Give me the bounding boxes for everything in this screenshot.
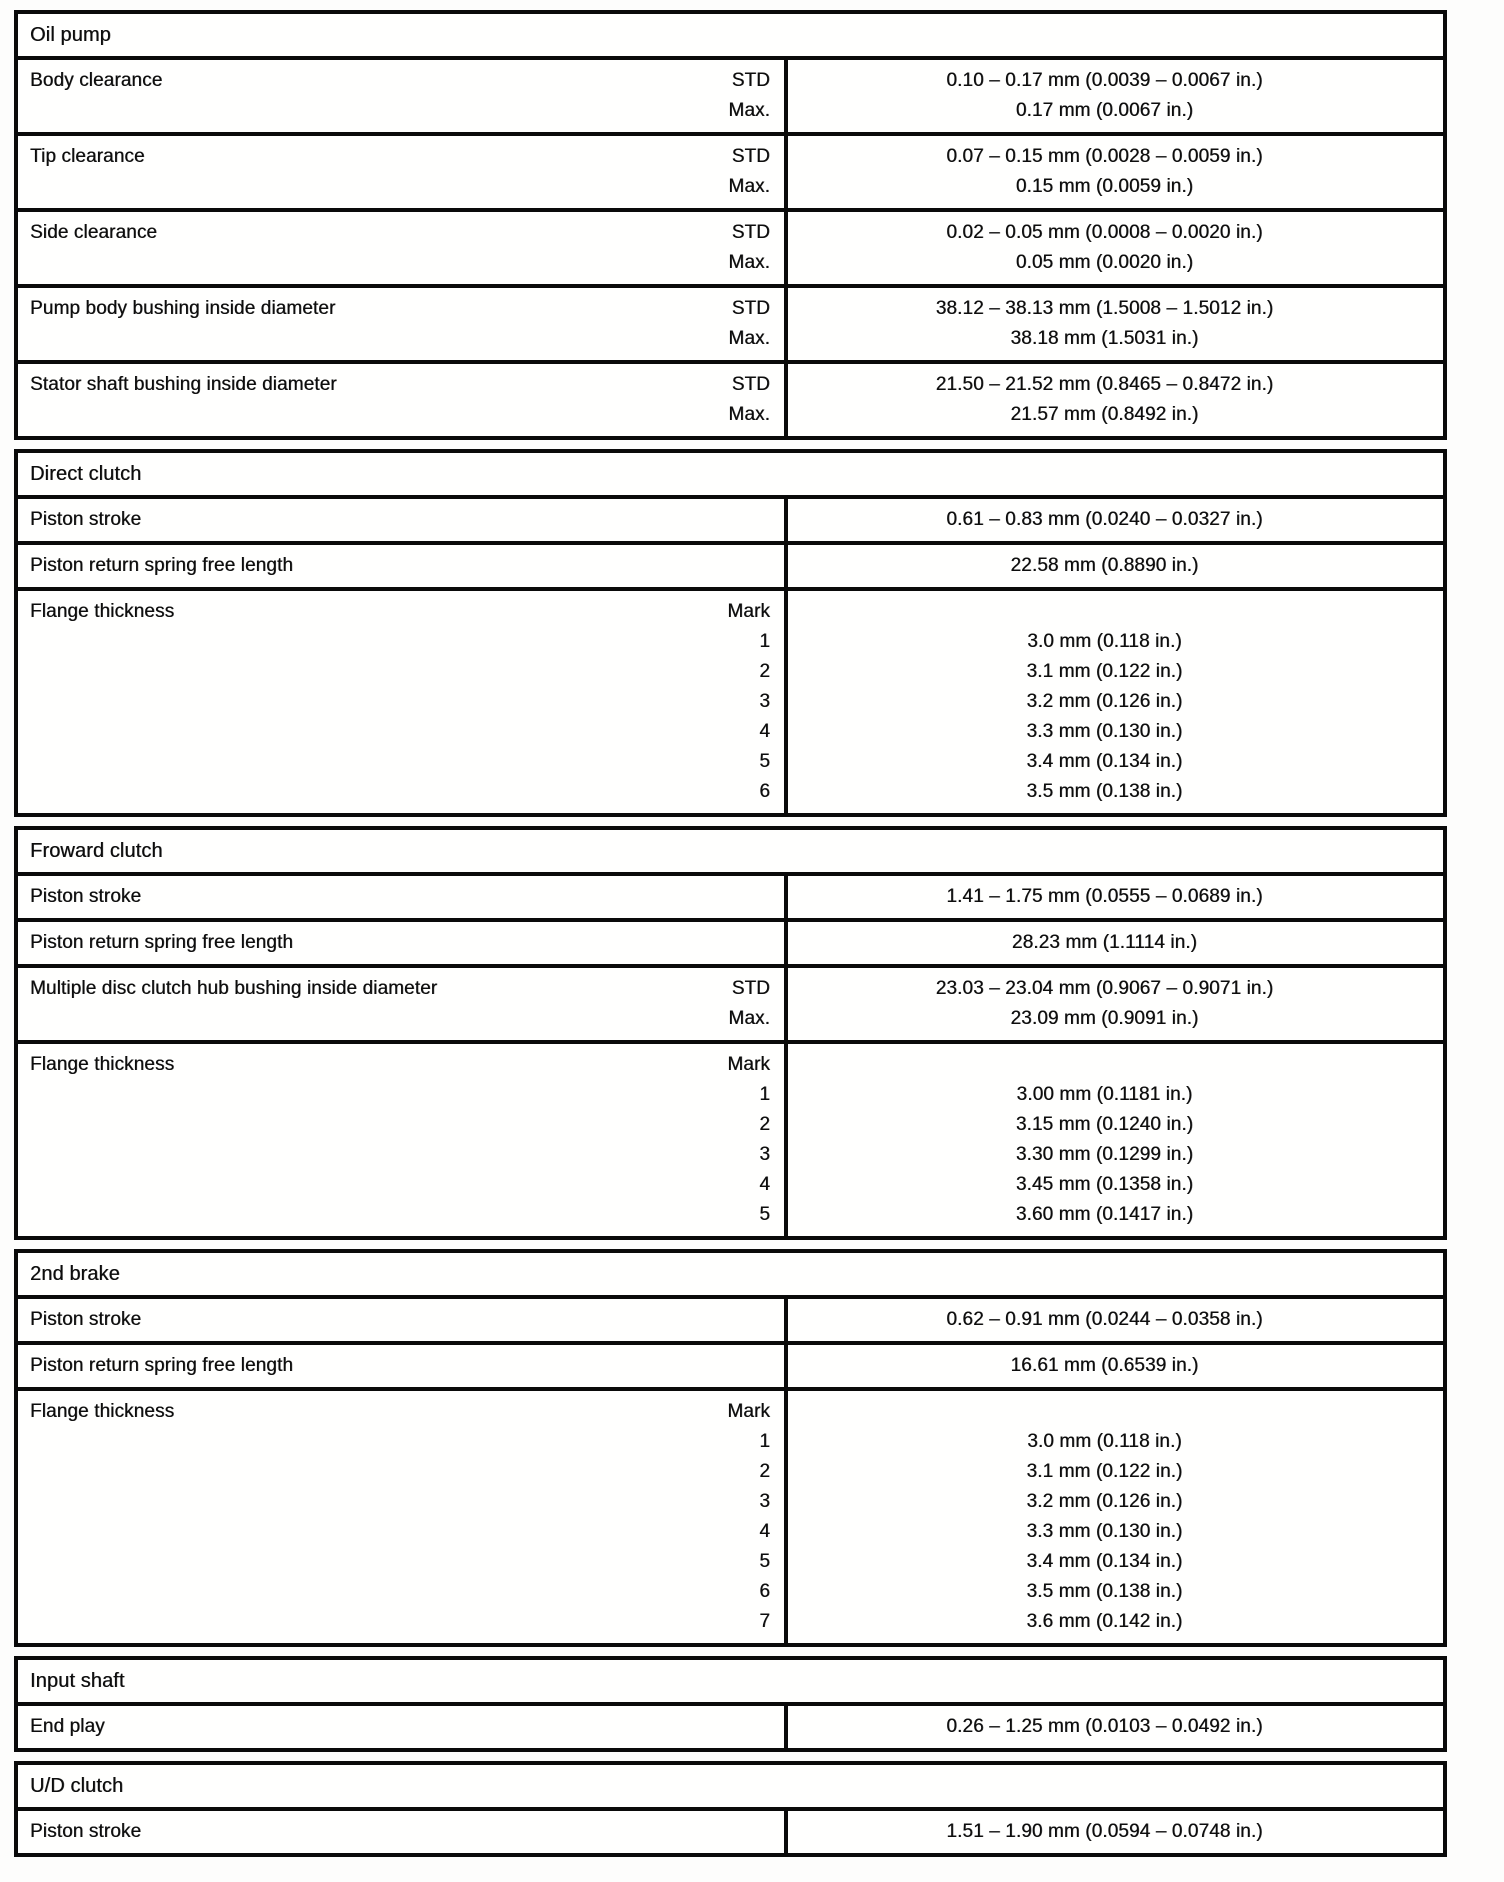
- mark-value: 3.4 mm (0.134 in.): [1026, 751, 1183, 772]
- spec-value-cell: [784, 1044, 1443, 1236]
- mark-value: 3.5 mm (0.138 in.): [1026, 781, 1183, 802]
- table-row: [18, 208, 1443, 284]
- condition-tags: [728, 294, 770, 354]
- mark-value: 3.1 mm (0.122 in.): [1026, 661, 1183, 682]
- mark-value: 3.4 mm (0.134 in.): [1026, 1551, 1183, 1572]
- table-row: [18, 360, 1443, 436]
- mark-value: 3.2 mm (0.126 in.): [1026, 1491, 1183, 1512]
- spec-label: Pump body bushing inside diameter: [30, 298, 336, 319]
- mark-number: 4: [759, 1174, 770, 1195]
- spec-label: End play: [30, 1716, 105, 1737]
- section-title: Oil pump: [30, 23, 111, 46]
- mark-list: [727, 597, 770, 807]
- max-tag: Max.: [728, 404, 770, 425]
- spec-value-std: 0.07 – 0.15 mm (0.0028 – 0.0059 in.): [946, 146, 1263, 167]
- section-body: [18, 1295, 1443, 1643]
- spec-value-cell: [784, 591, 1443, 813]
- spec-value: 1.51 – 1.90 mm (0.0594 – 0.0748 in.): [946, 1821, 1263, 1842]
- spec-label: Side clearance: [30, 222, 158, 243]
- section-body: [18, 1807, 1443, 1853]
- spec-value-cell: [784, 212, 1443, 284]
- spec-value-cell: [784, 545, 1443, 587]
- table-row: [18, 1341, 1443, 1387]
- value-spacer: [796, 1050, 1413, 1080]
- spec-label: Piston stroke: [30, 886, 142, 907]
- section-title: U/D clutch: [30, 1774, 124, 1797]
- spec-label: Flange thickness: [30, 1401, 175, 1422]
- section-ud-clutch: [14, 1761, 1447, 1857]
- mark-value: 3.45 mm (0.1358 in.): [1015, 1174, 1194, 1195]
- table-row-flange-thickness: [18, 1387, 1443, 1643]
- table-row-flange-thickness: [18, 587, 1443, 813]
- mark-number: 4: [759, 1521, 770, 1542]
- spec-value-cell: [784, 136, 1443, 208]
- mark-value: 3.0 mm (0.118 in.): [1027, 631, 1182, 652]
- table-row: [18, 876, 1443, 918]
- spec-label: Piston return spring free length: [30, 932, 294, 953]
- spec-value-cell: [784, 922, 1443, 964]
- section-title: Froward clutch: [30, 839, 163, 862]
- std-tag: STD: [731, 978, 770, 999]
- max-tag: Max.: [728, 176, 770, 197]
- mark-value: 3.60 mm (0.1417 in.): [1015, 1204, 1194, 1225]
- spec-value-cell: [784, 364, 1443, 436]
- mark-header: Mark: [727, 1054, 770, 1075]
- spec-value: 1.41 – 1.75 mm (0.0555 – 0.0689 in.): [946, 886, 1263, 907]
- section-title: 2nd brake: [30, 1262, 120, 1285]
- spec-label: Tip clearance: [30, 146, 145, 167]
- mark-value: 3.30 mm (0.1299 in.): [1015, 1144, 1194, 1165]
- condition-tags: [728, 66, 770, 126]
- spec-value: 16.61 mm (0.6539 in.): [1010, 1355, 1199, 1376]
- spec-label-cell: [18, 545, 784, 587]
- std-tag: STD: [731, 222, 770, 243]
- mark-number: 7: [759, 1611, 770, 1632]
- spec-value-cell: [784, 1391, 1443, 1643]
- mark-value: 3.3 mm (0.130 in.): [1026, 1521, 1183, 1542]
- mark-number: 1: [759, 1084, 770, 1105]
- spec-value-max: 23.09 mm (0.9091 in.): [1010, 1008, 1199, 1029]
- spec-label-cell: [18, 136, 784, 208]
- table-row: [18, 132, 1443, 208]
- spec-value-cell: [784, 288, 1443, 360]
- table-row: [18, 499, 1443, 541]
- table-row: [18, 284, 1443, 360]
- condition-tags: [728, 218, 770, 278]
- section-oil-pump: [14, 10, 1447, 440]
- mark-number: 6: [759, 781, 770, 802]
- section-direct-clutch: [14, 449, 1447, 817]
- std-tag: STD: [731, 70, 770, 91]
- max-tag: Max.: [728, 328, 770, 349]
- table-row: [18, 1811, 1443, 1853]
- spec-label-cell: [18, 60, 784, 132]
- spec-label: Multiple disc clutch hub bushing inside diameter: [30, 978, 438, 999]
- spec-label: Piston stroke: [30, 1821, 142, 1842]
- condition-tags: [728, 974, 770, 1034]
- max-tag: Max.: [728, 252, 770, 273]
- spec-label-cell: [18, 922, 784, 964]
- table-row: [18, 1706, 1443, 1748]
- spec-label-cell: [18, 1811, 784, 1853]
- spec-label-cell: [18, 499, 784, 541]
- mark-number: 4: [759, 721, 770, 742]
- spec-value-cell: [784, 1299, 1443, 1341]
- mark-number: 5: [759, 1204, 770, 1225]
- mark-number: 5: [759, 751, 770, 772]
- mark-number: 1: [759, 631, 770, 652]
- section-title: Input shaft: [30, 1669, 125, 1692]
- spec-value-max: 38.18 mm (1.5031 in.): [1010, 328, 1199, 349]
- table-row: [18, 964, 1443, 1040]
- spec-label-cell: [18, 1391, 784, 1643]
- spec-value-max: 0.05 mm (0.0020 in.): [1015, 252, 1194, 273]
- mark-number: 2: [759, 1114, 770, 1135]
- spec-value: 0.61 – 0.83 mm (0.0240 – 0.0327 in.): [946, 509, 1263, 530]
- spec-label: Body clearance: [30, 70, 163, 91]
- section-body: [18, 872, 1443, 1236]
- max-tag: Max.: [728, 100, 770, 121]
- mark-number: 3: [759, 691, 770, 712]
- spec-value-std: 38.12 – 38.13 mm (1.5008 – 1.5012 in.): [935, 298, 1274, 319]
- spec-label: Stator shaft bushing inside diameter: [30, 374, 337, 395]
- section-body: [18, 1702, 1443, 1748]
- std-tag: STD: [731, 146, 770, 167]
- spec-value-cell: [784, 1811, 1443, 1853]
- section-2nd-brake: [14, 1249, 1447, 1647]
- spec-label: Piston stroke: [30, 1309, 142, 1330]
- spec-label-cell: [18, 1345, 784, 1387]
- spec-label-cell: [18, 876, 784, 918]
- mark-value: 3.1 mm (0.122 in.): [1026, 1461, 1183, 1482]
- spec-label-cell: [18, 591, 784, 813]
- spec-value-cell: [784, 499, 1443, 541]
- table-row: [18, 541, 1443, 587]
- spec-value-cell: [784, 968, 1443, 1040]
- spec-value: 22.58 mm (0.8890 in.): [1010, 555, 1199, 576]
- mark-number: 3: [759, 1144, 770, 1165]
- mark-value: 3.3 mm (0.130 in.): [1026, 721, 1183, 742]
- spec-value-cell: [784, 876, 1443, 918]
- spec-label: Flange thickness: [30, 1054, 175, 1075]
- max-tag: Max.: [728, 1008, 770, 1029]
- spec-value: 0.26 – 1.25 mm (0.0103 – 0.0492 in.): [946, 1716, 1263, 1737]
- mark-number: 5: [759, 1551, 770, 1572]
- mark-value: 3.0 mm (0.118 in.): [1027, 1431, 1182, 1452]
- spec-value-cell: [784, 60, 1443, 132]
- table-row: [18, 918, 1443, 964]
- spec-label-cell: [18, 288, 784, 360]
- spec-value: 0.62 – 0.91 mm (0.0244 – 0.0358 in.): [946, 1309, 1263, 1330]
- mark-list: [727, 1050, 770, 1230]
- mark-header: Mark: [727, 1401, 770, 1422]
- condition-tags: [728, 370, 770, 430]
- spec-label-cell: [18, 968, 784, 1040]
- spec-label: Piston stroke: [30, 509, 142, 530]
- spec-value-std: 21.50 – 21.52 mm (0.8465 – 0.8472 in.): [935, 374, 1274, 395]
- spec-value-cell: [784, 1706, 1443, 1748]
- value-spacer: [796, 1397, 1413, 1427]
- table-row: [18, 1299, 1443, 1341]
- condition-tags: [728, 142, 770, 202]
- spec-label-cell: [18, 212, 784, 284]
- spec-label: Piston return spring free length: [30, 1355, 294, 1376]
- mark-number: 3: [759, 1491, 770, 1512]
- section-title: Direct clutch: [30, 462, 142, 485]
- mark-list: [727, 1397, 770, 1637]
- spec-label-cell: [18, 1044, 784, 1236]
- spec-label: Flange thickness: [30, 601, 175, 622]
- mark-value: 3.2 mm (0.126 in.): [1026, 691, 1183, 712]
- value-spacer: [796, 597, 1413, 627]
- mark-number: 2: [759, 1461, 770, 1482]
- table-row-flange-thickness: [18, 1040, 1443, 1236]
- spec-value-cell: [784, 1345, 1443, 1387]
- spec-value-std: 23.03 – 23.04 mm (0.9067 – 0.9071 in.): [935, 978, 1274, 999]
- mark-value: 3.00 mm (0.1181 in.): [1016, 1084, 1193, 1105]
- mark-number: 1: [759, 1431, 770, 1452]
- section-input-shaft: [14, 1656, 1447, 1752]
- std-tag: STD: [731, 298, 770, 319]
- spec-label-cell: [18, 1299, 784, 1341]
- section-body: [18, 56, 1443, 436]
- table-row: [18, 60, 1443, 132]
- spec-value-std: 0.02 – 0.05 mm (0.0008 – 0.0020 in.): [946, 222, 1263, 243]
- spec-value-std: 0.10 – 0.17 mm (0.0039 – 0.0067 in.): [946, 70, 1263, 91]
- spec-label-cell: [18, 1706, 784, 1748]
- spec-value: 28.23 mm (1.1114 in.): [1011, 932, 1198, 953]
- mark-value: 3.6 mm (0.142 in.): [1026, 1611, 1183, 1632]
- spec-value-max: 0.15 mm (0.0059 in.): [1015, 176, 1194, 197]
- mark-number: 6: [759, 1581, 770, 1602]
- mark-header: Mark: [727, 601, 770, 622]
- spec-label: Piston return spring free length: [30, 555, 294, 576]
- std-tag: STD: [731, 374, 770, 395]
- mark-value: 3.5 mm (0.138 in.): [1026, 1581, 1183, 1602]
- spec-value-max: 21.57 mm (0.8492 in.): [1010, 404, 1199, 425]
- spec-label-cell: [18, 364, 784, 436]
- spec-value-max: 0.17 mm (0.0067 in.): [1015, 100, 1194, 121]
- section-froward-clutch: [14, 826, 1447, 1240]
- mark-value: 3.15 mm (0.1240 in.): [1015, 1114, 1194, 1135]
- mark-number: 2: [759, 661, 770, 682]
- section-body: [18, 495, 1443, 813]
- service-specifications-table: [14, 10, 1447, 1866]
